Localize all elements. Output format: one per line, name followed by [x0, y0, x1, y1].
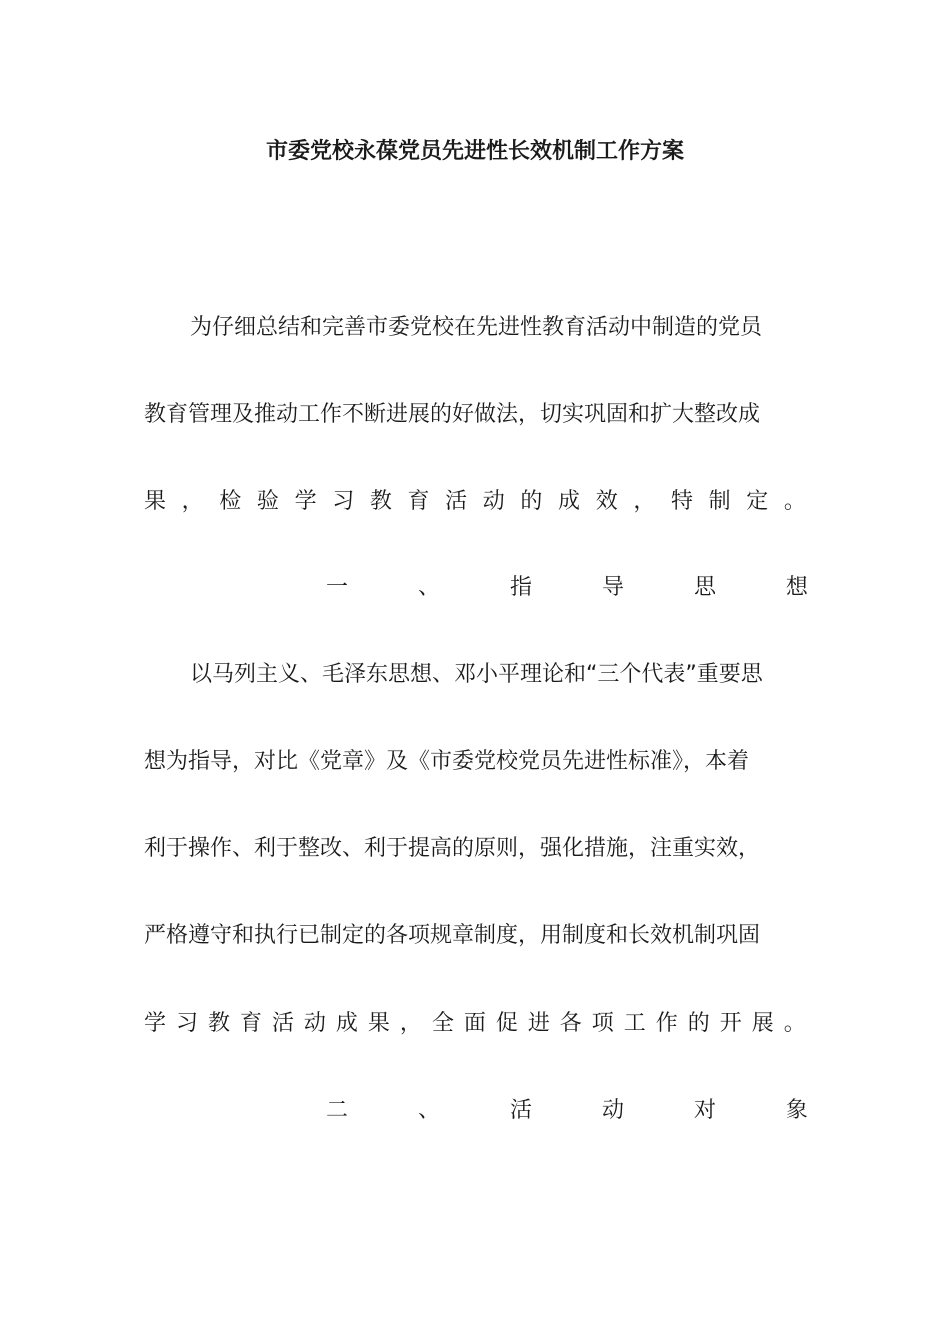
- section-heading-1: [326, 568, 808, 608]
- text-char: 、: [417, 1098, 440, 1123]
- text-char: 动: [601, 1098, 624, 1123]
- text-char: ，: [399, 1011, 422, 1036]
- text-char: 面: [463, 1011, 486, 1036]
- text-char: 育: [239, 1011, 262, 1036]
- text-char: 项: [591, 1011, 614, 1036]
- paragraph-1-line-2: 教育管理及推动工作不断进展的好做法，切实巩固和扩大整改成: [144, 402, 761, 427]
- text-char: 活: [509, 1098, 532, 1123]
- text-char: 活: [271, 1011, 294, 1036]
- text-char: 定: [746, 489, 769, 514]
- text-char: 效: [595, 489, 618, 514]
- text-char: 习: [175, 1011, 198, 1036]
- text-char: 。: [783, 1011, 806, 1036]
- text-char: 指: [509, 575, 532, 600]
- text-char: 育: [407, 489, 430, 514]
- text-char: 成: [558, 489, 581, 514]
- text-char: 作: [655, 1011, 678, 1036]
- text-char: 验: [256, 489, 279, 514]
- text-char: 学: [294, 489, 317, 514]
- paragraph-1-line-1: 为仔细总结和完善市委党校在先进性教育活动中制造的党员: [190, 315, 763, 340]
- text-char: 检: [219, 489, 242, 514]
- text-char: 学: [144, 1011, 167, 1036]
- paragraph-2-line-1: 以马列主义、毛泽东思想、邓小平理论和“三个代表”重要思: [190, 662, 763, 687]
- text-char: 。: [783, 489, 806, 514]
- text-char: 特: [670, 489, 693, 514]
- text-char: ，: [633, 489, 656, 514]
- text-char: 展: [751, 1011, 774, 1036]
- text-char: 全: [431, 1011, 454, 1036]
- text-char: 动: [482, 489, 505, 514]
- text-char: 教: [207, 1011, 230, 1036]
- document-title: 市委党校永葆党员先进性长效机制工作方案: [265, 139, 684, 164]
- text-char: 的: [687, 1011, 710, 1036]
- text-char: 的: [520, 489, 543, 514]
- paragraph-2-line-3: 利于操作、利于整改、利于提高的原则，强化措施，注重实效，: [144, 836, 761, 861]
- text-char: 想: [785, 575, 808, 600]
- text-char: 各: [559, 1011, 582, 1036]
- paragraph-2-line-2: 想为指导，对比《党章》及《市委党校党员先进性标准》，本着: [144, 749, 750, 774]
- text-char: 进: [527, 1011, 550, 1036]
- text-char: 习: [332, 489, 355, 514]
- text-char: 象: [785, 1098, 808, 1123]
- text-char: 教: [369, 489, 392, 514]
- section-heading-2: [326, 1091, 808, 1131]
- text-char: 导: [601, 575, 624, 600]
- text-char: 开: [719, 1011, 742, 1036]
- text-char: ，: [181, 489, 204, 514]
- text-char: 二: [326, 1098, 349, 1123]
- paragraph-2-line-5: [144, 1004, 806, 1044]
- text-char: 对: [693, 1098, 716, 1123]
- text-char: 果: [367, 1011, 390, 1036]
- text-char: 活: [445, 489, 468, 514]
- text-char: 、: [417, 575, 440, 600]
- paragraph-2-line-4: 严格遵守和执行已制定的各项规章制度，用制度和长效机制巩固: [144, 923, 761, 948]
- paragraph-1-line-3: [144, 482, 806, 522]
- text-char: 一: [326, 575, 349, 600]
- text-char: 促: [495, 1011, 518, 1036]
- text-char: 制: [708, 489, 731, 514]
- text-char: 思: [693, 575, 716, 600]
- text-char: 工: [623, 1011, 646, 1036]
- text-char: 果: [144, 489, 167, 514]
- text-char: 动: [303, 1011, 326, 1036]
- text-char: 成: [335, 1011, 358, 1036]
